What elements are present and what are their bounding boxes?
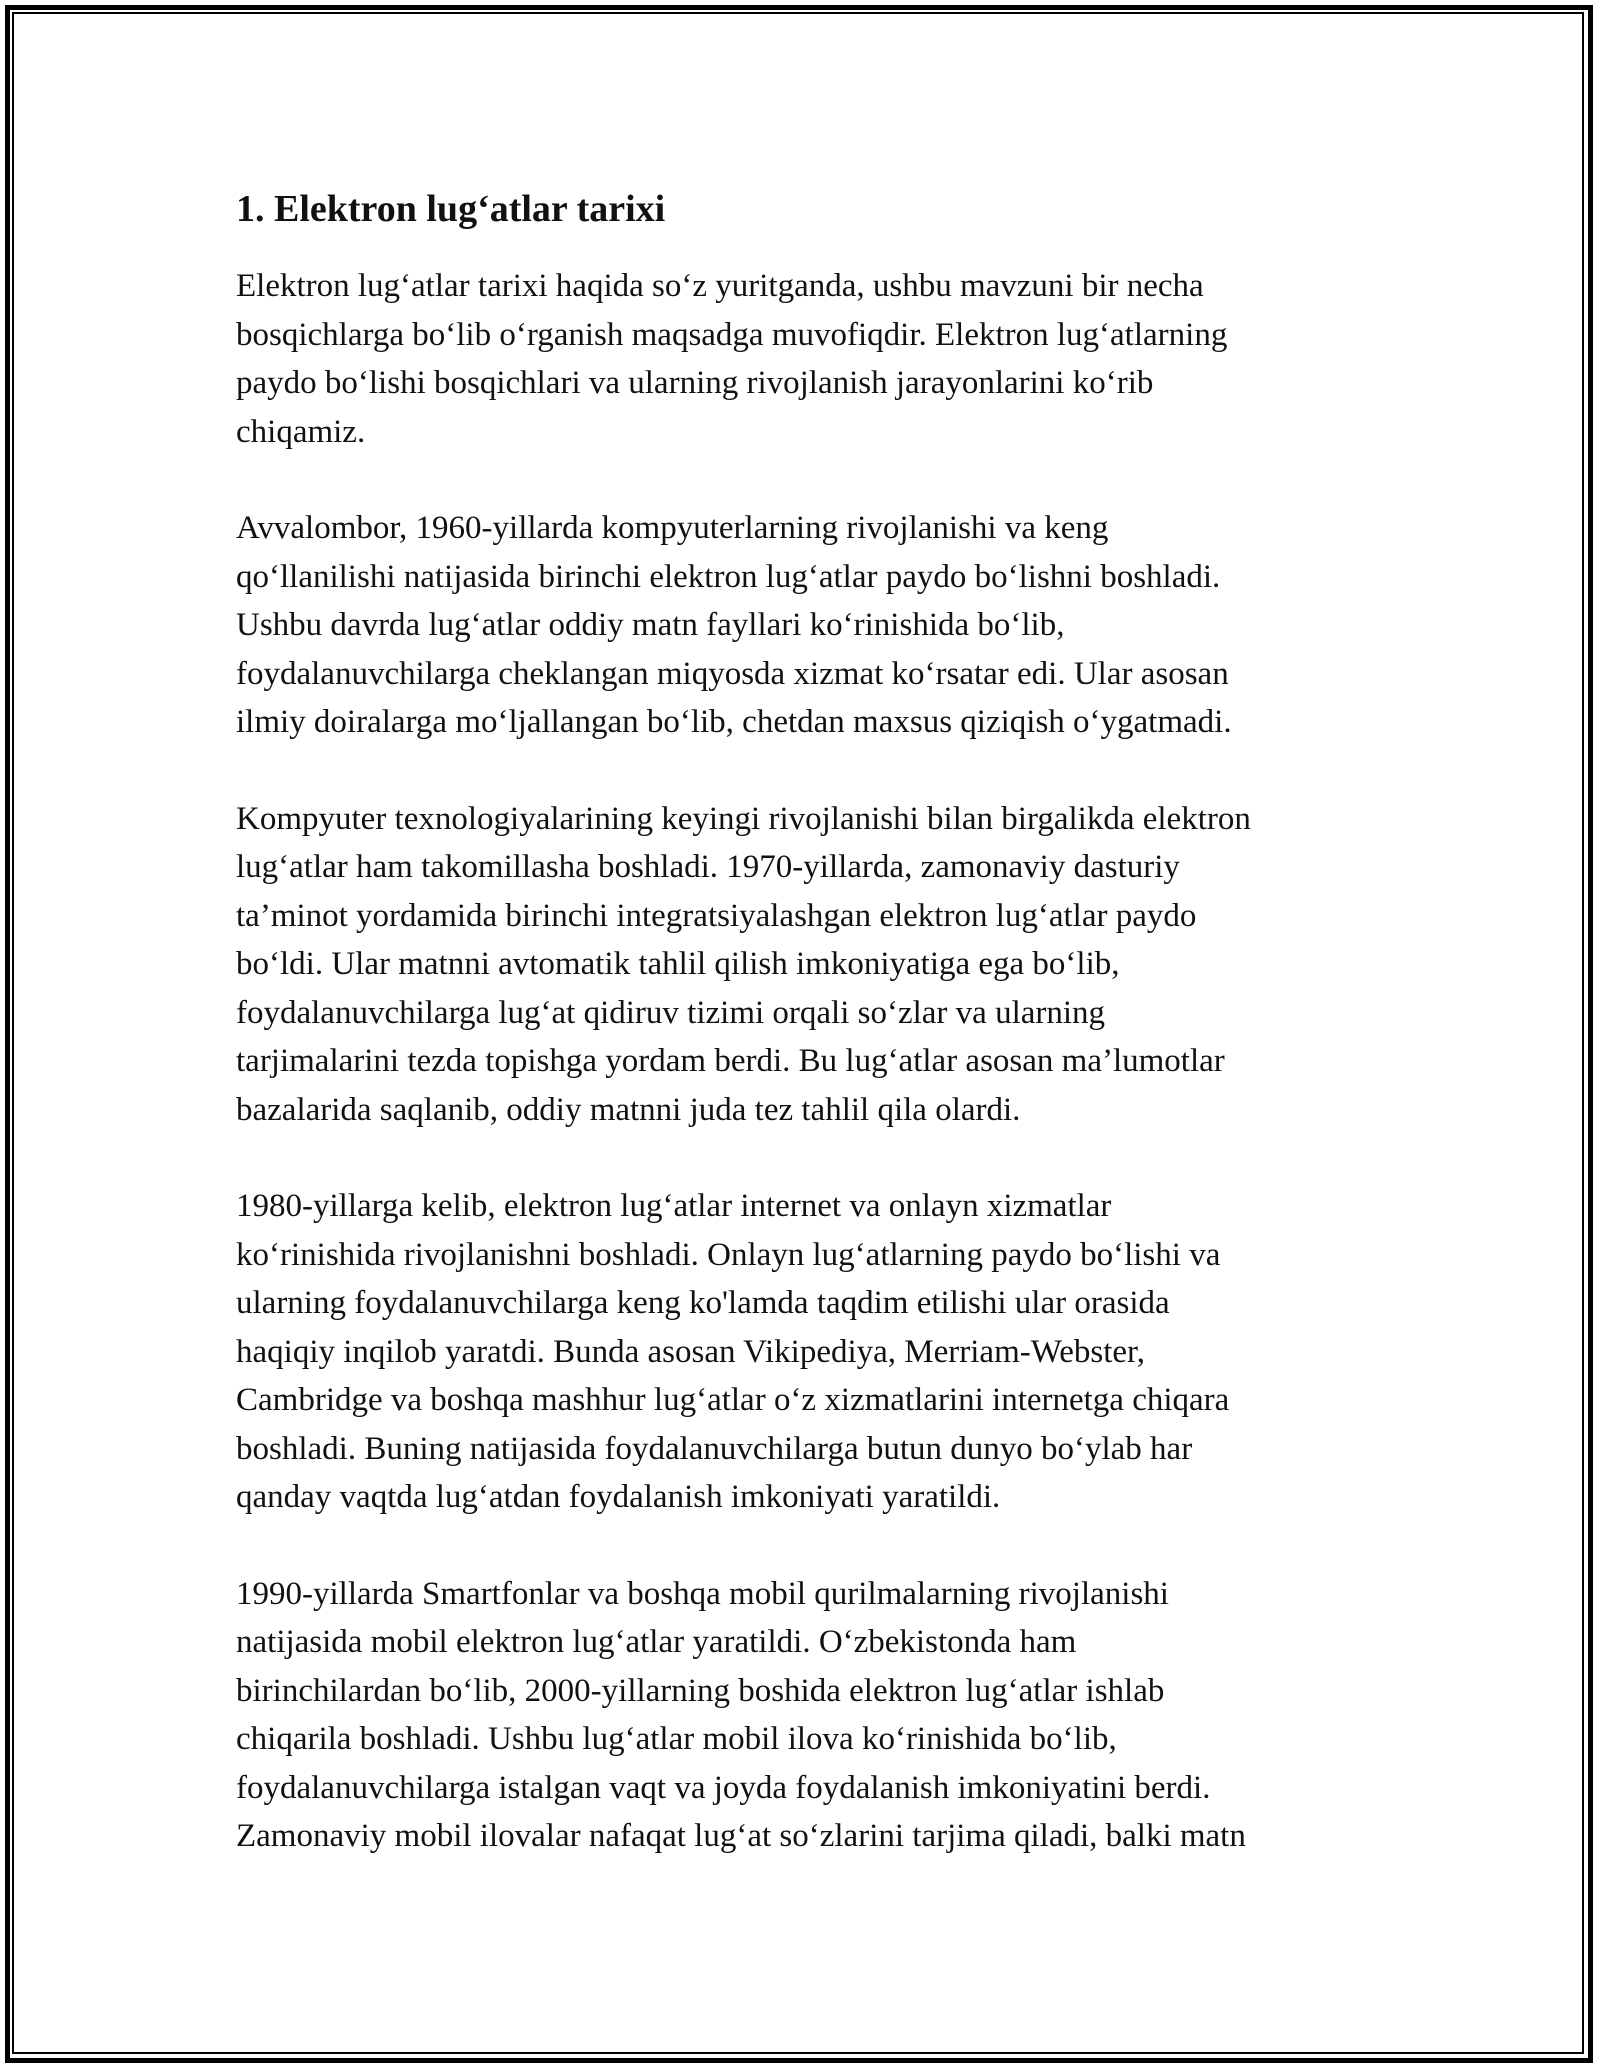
paragraph-1: [236, 262, 1376, 456]
text-line: qo‘llanilishi natijasida birinchi elektron lug‘atlar paydo bo‘lishni boshladi.: [236, 558, 1221, 595]
text-line: 1990-yillarda Smartfonlar va boshqa mobil qurilmalarning rivojlanishi: [236, 1575, 1169, 1612]
text-line: Ushbu davrda lug‘atlar oddiy matn fayllari ko‘rinishida bo‘lib,: [236, 607, 1065, 643]
text-line: ko‘rinishida rivojlanishni boshladi. Onlayn lug‘atlarning paydo bo‘lishi va: [236, 1236, 1221, 1273]
paragraph-4: [236, 1182, 1376, 1522]
text-line: chiqamiz.: [236, 413, 366, 450]
text-line: ta’minot yordamida birinchi integratsiyalashgan elektron lug‘atlar paydo: [236, 897, 1197, 934]
document-body: [236, 186, 1376, 1909]
text-line: tarjimalarini tezda topishga yordam berdi. Bu lug‘atlar asosan ma’lumotlar: [236, 1043, 1225, 1079]
text-line: bosqichlarga bo‘lib o‘rganish maqsadga muvofiqdir. Elektron lug‘atlarning: [236, 316, 1228, 353]
text-line: natijasida mobil elektron lug‘atlar yaratildi. O‘zbekistonda ham: [236, 1624, 1077, 1660]
text-line: bo‘ldi. Ular matnni avtomatik tahlil qilish imkoniyatiga ega bo‘lib,: [236, 946, 1120, 982]
text-line: Elektron lug‘atlar tarixi haqida so‘z yuritganda, ushbu mavzuni bir necha: [236, 268, 1204, 304]
text-line: lug‘atlar ham takomillasha boshladi. 1970-yillarda, zamonaviy dasturiy: [236, 849, 1180, 885]
section-heading: 1. Elektron lug‘atlar tarixi: [236, 188, 666, 230]
text-line: ularning foydalanuvchilarga keng ko'lamda taqdim etilishi ular orasida: [236, 1285, 1170, 1321]
text-line: bazalarida saqlanib, oddiy matnni juda tez tahlil qila olardi.: [236, 1091, 1021, 1128]
text-line: qanday vaqtda lug‘atdan foydalanish imkoniyati yaratildi.: [236, 1479, 1001, 1515]
text-line: ilmiy doiralarga mo‘ljallangan bo‘lib, chetdan maxsus qiziqish o‘ygatmadi.: [236, 704, 1232, 740]
text-line: foydalanuvchilarga lug‘at qidiruv tizimi orqali so‘zlar va ularning: [236, 994, 1106, 1031]
text-line: Avvalombor, 1960-yillarda kompyuterlarning rivojlanishi va keng: [236, 510, 1109, 546]
paragraph-3: [236, 795, 1376, 1135]
text-line: Cambridge va boshqa mashhur lug‘atlar o‘z xizmatlarini internetga chiqara: [236, 1382, 1230, 1418]
text-line: Zamonaviy mobil ilovalar nafaqat lug‘at so‘zlarini tarjima qiladi, balki matn: [236, 1818, 1246, 1854]
text-line: foydalanuvchilarga istalgan vaqt va joyda foydalanish imkoniyatini berdi.: [236, 1769, 1211, 1806]
paragraph-5: [236, 1570, 1376, 1861]
text-line: haqiqiy inqilob yaratdi. Bunda asosan Vikipediya, Merriam-Webster,: [236, 1333, 1145, 1370]
text-line: paydo bo‘lishi bosqichlari va ularning rivojlanish jarayonlarini ko‘rib: [236, 365, 1154, 401]
text-line: foydalanuvchilarga cheklangan miqyosda xizmat ko‘rsatar edi. Ular asosan: [236, 655, 1229, 692]
text-line: birinchilardan bo‘lib, 2000-yillarning boshida elektron lug‘atlar ishlab: [236, 1672, 1165, 1709]
text-line: Kompyuter texnologiyalarining keyingi rivojlanishi bilan birgalikda elektron: [236, 800, 1251, 837]
text-line: 1980-yillarga kelib, elektron lug‘atlar internet va onlayn xizmatlar: [236, 1188, 1112, 1224]
text-line: boshladi. Buning natijasida foydalanuvchilarga butun dunyo bo‘ylab har: [236, 1430, 1193, 1467]
paragraph-2: [236, 504, 1376, 747]
text-line: chiqarila boshladi. Ushbu lug‘atlar mobil ilova ko‘rinishida bo‘lib,: [236, 1721, 1117, 1757]
